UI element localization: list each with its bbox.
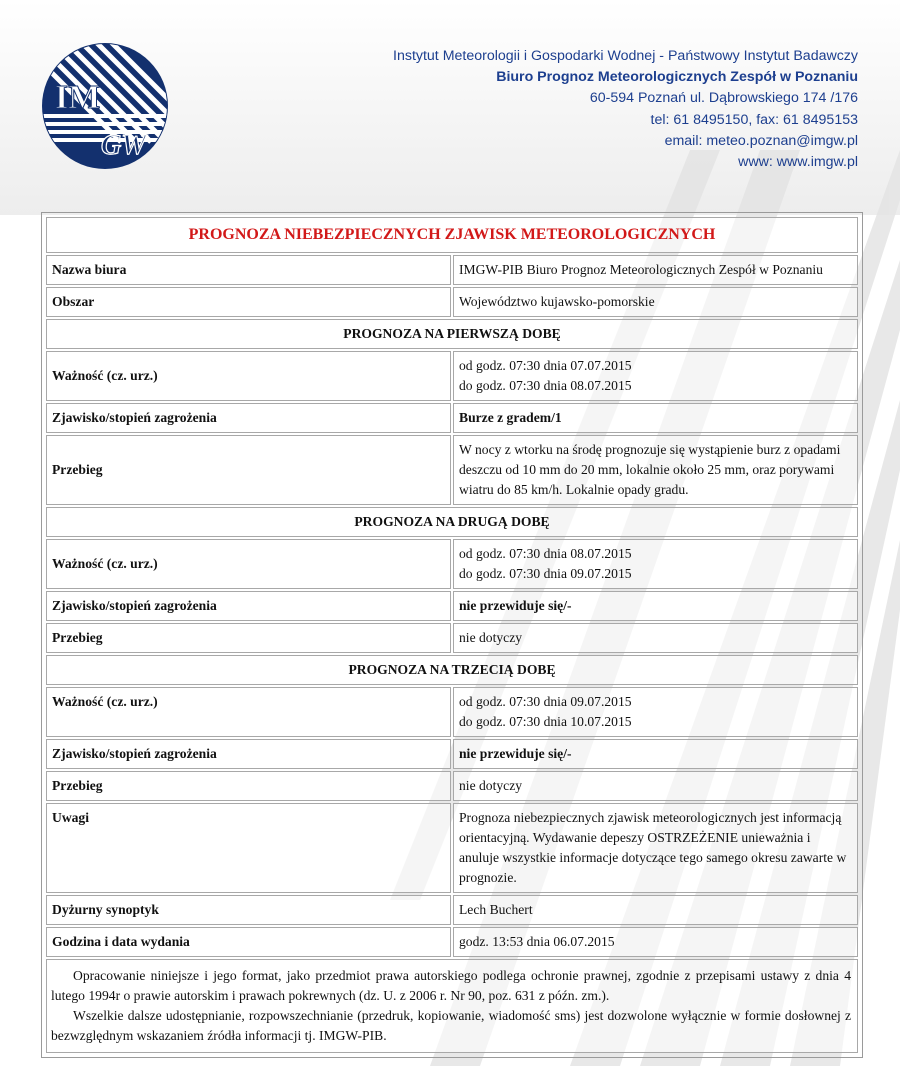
day2-heading: PROGNOZA NA DRUGĄ DOBĘ bbox=[46, 507, 858, 537]
office-label: Nazwa biura bbox=[46, 255, 451, 285]
day3-heading: PROGNOZA NA TRZECIĄ DOBĘ bbox=[46, 655, 858, 685]
day2-validity-label: Ważność (cz. urz.) bbox=[46, 539, 451, 589]
day1-course-value: W nocy z wtorku na środę prognozuje się wystąpienie burz z opadami deszczu od 10 mm do 20 mm, lokalnie około 25 mm, oraz porywami wiatru do 85 km/h. Lokalnie opady gradu. bbox=[453, 435, 858, 505]
issued-value: godz. 13:53 dnia 06.07.2015 bbox=[453, 927, 858, 957]
day1-validity-label: Ważność (cz. urz.) bbox=[46, 351, 451, 401]
email: email: meteo.poznan@imgw.pl bbox=[664, 132, 858, 149]
day3-validity-to: do godz. 07:30 dnia 10.07.2015 bbox=[459, 714, 632, 729]
day2-validity-from: od godz. 07:30 dnia 08.07.2015 bbox=[459, 546, 632, 561]
day1-heading: PROGNOZA NA PIERWSZĄ DOBĘ bbox=[46, 319, 858, 349]
institute-contact bbox=[393, 46, 858, 173]
forecast-document bbox=[41, 212, 863, 1058]
day2-course-label: Przebieg bbox=[46, 623, 451, 653]
remarks-value: Prognoza niebezpiecznych zjawisk meteorologicznych jest informacją orientacyjną. Wydawanie depeszy OSTRZEŻENIE unieważnia i anuluje wszystkie informacje dotyczące tego samego okresu zawarte w prognozie. bbox=[453, 803, 858, 893]
imgw-logo bbox=[41, 42, 169, 170]
day3-phenomenon-value: nie przewiduje się/- bbox=[453, 739, 858, 769]
forecaster-label: Dyżurny synoptyk bbox=[46, 895, 451, 925]
day2-phenomenon-value: nie przewiduje się/- bbox=[453, 591, 858, 621]
copyright-paragraph-2: Wszelkie dalsze udostępnianie, rozpowszechnianie (przedruk, kopiowanie, wiadomość sms) jest dozwolone wyłącznie w formie dosłownej z bezwzględnym wskazaniem źródła informacji tj. IMGW-PIB. bbox=[51, 1008, 851, 1043]
institute-name: Instytut Meteorologii i Gospodarki Wodnej - Państwowy Instytut Badawczy bbox=[393, 48, 858, 64]
logo-text-top: IM bbox=[55, 79, 101, 116]
office-name: Biuro Prognoz Meteorologicznych Zespół w Poznaniu bbox=[496, 69, 858, 86]
area-value: Województwo kujawsko-pomorskie bbox=[453, 287, 858, 317]
area-label: Obszar bbox=[46, 287, 451, 317]
day3-course-value: nie dotyczy bbox=[453, 771, 858, 801]
document-title: PROGNOZA NIEBEZPIECZNYCH ZJAWISK METEOROLOGICZNYCH bbox=[46, 217, 858, 253]
office-value: IMGW-PIB Biuro Prognoz Meteorologicznych Zespół w Poznaniu bbox=[453, 255, 858, 285]
day3-validity-label: Ważność (cz. urz.) bbox=[46, 687, 451, 737]
day2-validity-value bbox=[453, 539, 858, 589]
day3-course-label: Przebieg bbox=[46, 771, 451, 801]
logo-text-bottom: GW bbox=[101, 130, 147, 161]
forecaster-value: Lech Buchert bbox=[453, 895, 858, 925]
day2-validity-to: do godz. 07:30 dnia 09.07.2015 bbox=[459, 566, 632, 581]
day3-validity-value bbox=[453, 687, 858, 737]
day2-phenomenon-label: Zjawisko/stopień zagrożenia bbox=[46, 591, 451, 621]
letterhead bbox=[0, 0, 900, 200]
day3-validity-from: od godz. 07:30 dnia 09.07.2015 bbox=[459, 694, 632, 709]
website: www: www.imgw.pl bbox=[738, 154, 858, 171]
phone-fax: tel: 61 8495150, fax: 61 8495153 bbox=[650, 111, 858, 128]
address: 60-594 Poznań ul. Dąbrowskiego 174 /176 bbox=[589, 90, 858, 107]
day1-validity-value bbox=[453, 351, 858, 401]
forecast-table bbox=[44, 215, 860, 1055]
issued-label: Godzina i data wydania bbox=[46, 927, 451, 957]
copyright-notice bbox=[46, 959, 858, 1053]
copyright-paragraph-1: Opracowanie niniejsze i jego format, jako przedmiot prawa autorskiego podlega ochronie prawnej, zgodnie z przepisami ustawy z dnia 4 lutego 1994r o prawie autorskim i prawach pokrewnych (dz. U. z 2006 r. Nr 90, poz. 631 z późn. zm.). bbox=[51, 968, 851, 1003]
day1-validity-from: od godz. 07:30 dnia 07.07.2015 bbox=[459, 358, 632, 373]
day1-phenomenon-label: Zjawisko/stopień zagrożenia bbox=[46, 403, 451, 433]
day1-course-label: Przebieg bbox=[46, 435, 451, 505]
remarks-label: Uwagi bbox=[46, 803, 451, 893]
day3-phenomenon-label: Zjawisko/stopień zagrożenia bbox=[46, 739, 451, 769]
day1-validity-to: do godz. 07:30 dnia 08.07.2015 bbox=[459, 378, 632, 393]
day1-phenomenon-value: Burze z gradem/1 bbox=[453, 403, 858, 433]
day2-course-value: nie dotyczy bbox=[453, 623, 858, 653]
